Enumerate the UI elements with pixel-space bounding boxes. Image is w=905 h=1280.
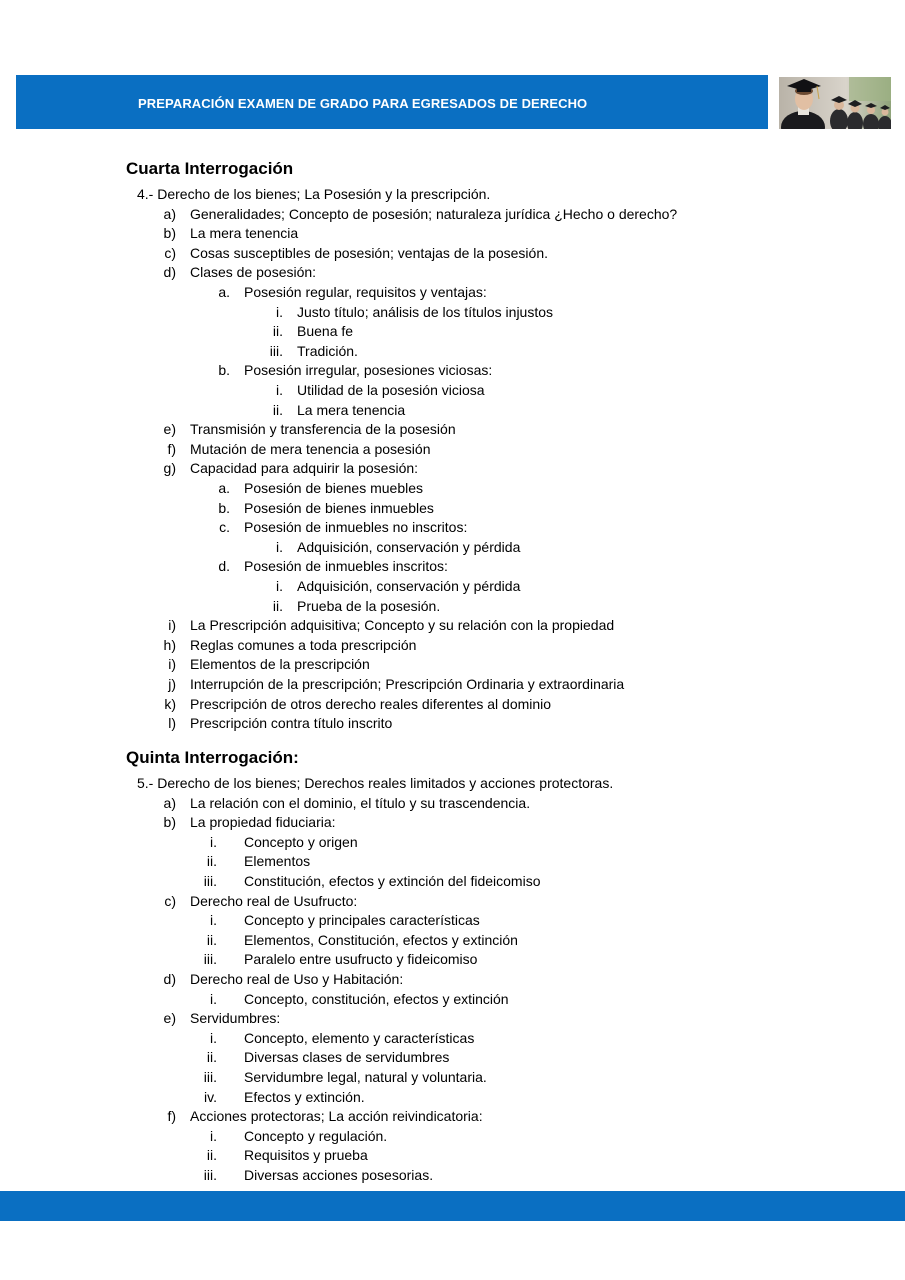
list-item-text: Efectos y extinción. bbox=[244, 1088, 365, 1105]
list-marker: i) bbox=[168, 617, 176, 634]
list-item-text: Clases de posesión: bbox=[190, 264, 317, 281]
list-marker: iii. bbox=[203, 1167, 217, 1183]
list-item-text: Posesión irregular, posesiones viciosas: bbox=[244, 362, 493, 379]
list-marker: ii. bbox=[206, 853, 217, 870]
header-title: PREPARACIÓN EXAMEN DE GRADO PARA EGRESADOS DE DERECHO bbox=[138, 95, 588, 111]
list-item-text: La mera tenencia bbox=[190, 225, 299, 242]
list-item-text: Prescripción de otros derecho reales diferentes al dominio bbox=[190, 695, 552, 712]
list-marker: b. bbox=[218, 499, 230, 516]
list-item-text: Generalidades; Concepto de posesión; naturaleza jurídica ¿Hecho o derecho? bbox=[190, 205, 678, 222]
list-marker: iii. bbox=[203, 1069, 217, 1085]
list-item-text: Reglas comunes a toda prescripción bbox=[190, 636, 417, 653]
list-item-text: Cosas susceptibles de posesión; ventajas de la posesión. bbox=[190, 244, 548, 261]
list-marker: b. bbox=[218, 362, 230, 379]
list-marker: iii. bbox=[203, 873, 217, 889]
list-item-text: Posesión regular, requisitos y ventajas: bbox=[244, 284, 487, 300]
list-item-text: Adquisición, conservación y pérdida bbox=[297, 538, 521, 555]
list-item-text: Diversas acciones posesorias. bbox=[244, 1167, 434, 1183]
list-marker: a. bbox=[218, 480, 230, 496]
list-marker: d. bbox=[218, 558, 230, 575]
list-marker: k) bbox=[164, 695, 176, 712]
list-marker: i. bbox=[210, 1127, 217, 1144]
list-item-text: Adquisición, conservación y pérdida bbox=[297, 578, 521, 594]
list-item-text: La mera tenencia bbox=[297, 401, 406, 418]
list-item-text: Posesión de bienes muebles bbox=[244, 480, 424, 496]
list-item-text: Acciones protectoras; La acción reivindicatoria: bbox=[190, 1108, 483, 1125]
list-marker: e) bbox=[163, 421, 176, 438]
section-intro: 4.- Derecho de los bienes; La Posesión y la prescripción. bbox=[137, 186, 491, 202]
list-marker: f) bbox=[167, 1108, 176, 1125]
section-heading: Quinta Interrogación: bbox=[126, 748, 299, 767]
list-marker: i. bbox=[210, 912, 217, 929]
list-item-text: Posesión de inmuebles inscritos: bbox=[244, 558, 448, 575]
list-marker: i. bbox=[210, 1029, 217, 1046]
list-marker: l) bbox=[168, 715, 176, 732]
list-marker: ii. bbox=[206, 1147, 217, 1164]
list-marker: e) bbox=[163, 1010, 176, 1027]
list-item-text: Requisitos y prueba bbox=[244, 1147, 368, 1164]
list-item-text: Elementos de la prescripción bbox=[190, 656, 370, 673]
list-marker: iii. bbox=[203, 951, 217, 968]
list-marker: ii. bbox=[272, 401, 283, 418]
list-marker: g) bbox=[163, 460, 176, 477]
list-item-text: La propiedad fiduciaria: bbox=[190, 814, 336, 831]
list-item-text: Elementos bbox=[244, 853, 311, 870]
list-marker: i. bbox=[210, 833, 217, 850]
section-heading: Cuarta Interrogación bbox=[126, 159, 294, 178]
list-marker: i. bbox=[210, 990, 217, 1007]
list-item-text: Derecho real de Usufructo: bbox=[190, 892, 358, 909]
footer-bar bbox=[0, 1191, 905, 1221]
list-item-text: Constitución, efectos y extinción del fideicomiso bbox=[244, 873, 541, 889]
list-item-text: Concepto y principales características bbox=[244, 912, 480, 929]
list-item-text: Elementos, Constitución, efectos y extinción bbox=[244, 931, 518, 948]
list-item-text: Diversas clases de servidumbres bbox=[244, 1049, 450, 1066]
list-item-text: Derecho real de Uso y Habitación: bbox=[190, 971, 404, 987]
list-item-text: Concepto y origen bbox=[244, 833, 358, 850]
header-bar bbox=[16, 75, 768, 129]
list-item-text: Concepto, elemento y características bbox=[244, 1029, 475, 1046]
list-marker: i. bbox=[276, 578, 283, 594]
list-marker: c. bbox=[219, 519, 230, 536]
list-marker: iv. bbox=[204, 1088, 217, 1105]
list-marker: a. bbox=[218, 284, 230, 300]
list-marker: f) bbox=[167, 440, 176, 457]
list-marker: iii. bbox=[269, 342, 283, 359]
list-marker: ii. bbox=[272, 597, 283, 614]
graduates-photo-illustration bbox=[779, 77, 891, 129]
list-marker: a) bbox=[163, 205, 176, 222]
list-item-text: Mutación de mera tenencia a posesión bbox=[190, 440, 431, 457]
list-marker: c) bbox=[164, 892, 176, 909]
list-item-text: Posesión de inmuebles no inscritos: bbox=[244, 519, 468, 536]
list-item-text: Paralelo entre usufructo y fideicomiso bbox=[244, 951, 478, 968]
list-item-text: Posesión de bienes inmuebles bbox=[244, 499, 434, 516]
list-marker: b) bbox=[163, 814, 176, 831]
list-marker: c) bbox=[164, 244, 176, 261]
list-item-text: Prueba de la posesión. bbox=[297, 597, 441, 614]
list-marker: i. bbox=[276, 538, 283, 555]
list-item-text: Prescripción contra título inscrito bbox=[190, 715, 393, 732]
list-marker: ii. bbox=[206, 1049, 217, 1066]
list-item-text: La Prescripción adquisitiva; Concepto y su relación con la propiedad bbox=[190, 617, 615, 634]
list-marker: h) bbox=[163, 636, 176, 653]
list-marker: d) bbox=[163, 264, 176, 281]
list-item-text: Buena fe bbox=[297, 323, 354, 340]
list-item-text: Tradición. bbox=[297, 342, 358, 359]
list-marker: ii. bbox=[272, 323, 283, 340]
list-item-text: Servidumbres: bbox=[190, 1010, 281, 1027]
list-marker: ii. bbox=[206, 931, 217, 948]
list-item-text: Concepto, constitución, efectos y extinción bbox=[244, 990, 509, 1007]
list-marker: i) bbox=[168, 656, 176, 673]
list-marker: i. bbox=[276, 382, 283, 398]
list-item-text: Justo título; análisis de los títulos injustos bbox=[297, 303, 554, 320]
list-item-text: Interrupción de la prescripción; Prescripción Ordinaria y extraordinaria bbox=[190, 676, 625, 692]
list-item-text: Capacidad para adquirir la posesión: bbox=[190, 460, 419, 477]
list-marker: a) bbox=[163, 794, 176, 811]
list-item-text: Servidumbre legal, natural y voluntaria. bbox=[244, 1069, 487, 1085]
list-item-text: Transmisión y transferencia de la posesión bbox=[190, 421, 456, 438]
list-marker: b) bbox=[163, 225, 176, 242]
list-item-text: Concepto y regulación. bbox=[244, 1127, 388, 1144]
list-item-text: La relación con el dominio, el título y su trascendencia. bbox=[190, 794, 531, 811]
section-intro: 5.- Derecho de los bienes; Derechos reales limitados y acciones protectoras. bbox=[137, 775, 614, 791]
graduates-photo bbox=[779, 77, 891, 129]
list-marker: d) bbox=[163, 971, 176, 987]
list-marker: i. bbox=[276, 303, 283, 320]
list-item-text: Utilidad de la posesión viciosa bbox=[297, 382, 485, 398]
list-marker: j) bbox=[168, 676, 176, 692]
